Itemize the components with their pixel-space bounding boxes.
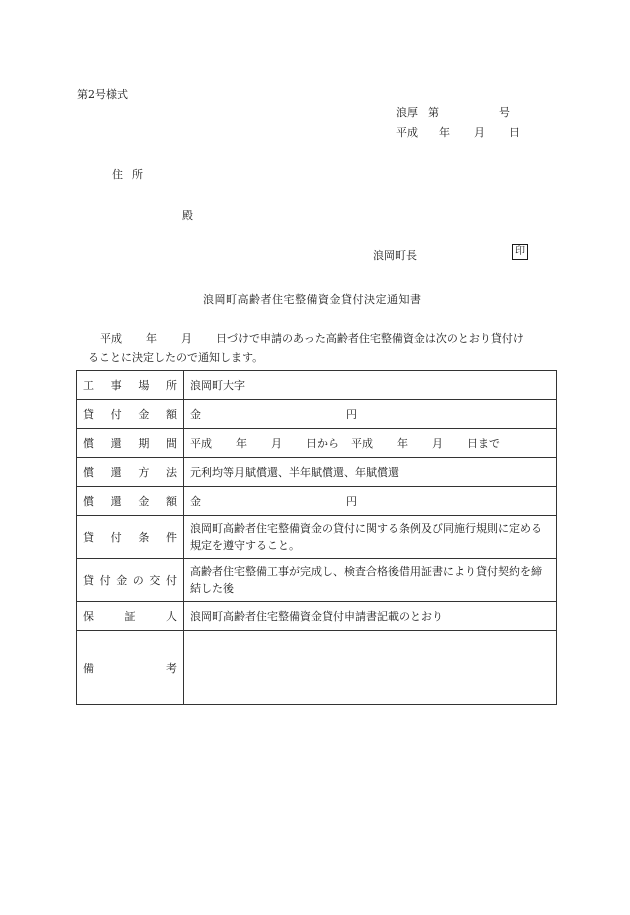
row-label-disbursement bbox=[77, 559, 184, 602]
intro-line-1 bbox=[88, 329, 550, 348]
remarks-label-last: 考 bbox=[166, 661, 177, 675]
label-char: 額 bbox=[165, 495, 177, 508]
loan-details-table bbox=[76, 370, 557, 705]
label-char: 償 bbox=[83, 437, 94, 450]
table-row bbox=[77, 400, 557, 429]
date-year: 年 bbox=[439, 126, 450, 139]
row-label-remarks bbox=[77, 631, 184, 705]
label-char: 貸 bbox=[83, 408, 94, 421]
intro-line-2: ることに決定したので通知します。 bbox=[88, 351, 264, 364]
label-distributed bbox=[83, 377, 177, 393]
amount-suffix: 円 bbox=[346, 494, 357, 508]
table-row bbox=[77, 429, 557, 458]
table-row bbox=[77, 516, 557, 559]
label-char: 付 bbox=[110, 531, 122, 544]
label-distributed bbox=[83, 406, 177, 422]
address-label: 住所 bbox=[112, 168, 152, 181]
document-title: 浪岡町高齢者住宅整備資金貸付決定通知書 bbox=[203, 293, 422, 306]
label-char: 付 bbox=[99, 574, 111, 587]
intro-paragraph bbox=[88, 329, 550, 367]
remarks-value bbox=[184, 631, 557, 705]
label-char: 条 bbox=[138, 531, 150, 544]
label-char: 証 bbox=[124, 610, 136, 623]
label-char: 金 bbox=[116, 574, 128, 587]
label-char: 償 bbox=[83, 466, 94, 479]
table-row bbox=[77, 631, 557, 705]
label-char: 額 bbox=[165, 408, 177, 421]
reference-dai: 第 bbox=[428, 106, 439, 119]
date-day: 日 bbox=[509, 126, 520, 139]
label-distributed bbox=[83, 572, 177, 588]
loan-amount-value bbox=[184, 400, 557, 429]
label-char: 保 bbox=[83, 610, 94, 623]
label-distributed bbox=[83, 529, 177, 545]
row-label-construction-site bbox=[77, 371, 184, 400]
row-label-loan-amount bbox=[77, 400, 184, 429]
issuer-name: 浪岡町長 bbox=[373, 249, 417, 262]
table-row bbox=[77, 559, 557, 602]
label-distributed bbox=[83, 608, 177, 624]
row-label-repayment-amount bbox=[77, 487, 184, 516]
period-year: 年 bbox=[236, 436, 247, 450]
label-char: 金 bbox=[138, 408, 150, 421]
label-char: 期 bbox=[138, 437, 150, 450]
disbursement-value: 高齢者住宅整備工事が完成し、検査合格後借用証書により貸付契約を締結した後 bbox=[184, 559, 557, 602]
construction-site-value: 浪岡町大字 bbox=[184, 371, 557, 400]
period-era: 平成 bbox=[190, 436, 212, 450]
label-char: 事 bbox=[110, 379, 122, 392]
label-char: 還 bbox=[110, 495, 122, 508]
reference-prefix: 浪厚 bbox=[396, 106, 418, 119]
remarks-label-first: 備 bbox=[83, 661, 94, 675]
label-char: 工 bbox=[83, 379, 94, 392]
loan-conditions-value: 浪岡町高齢者住宅整備資金の貸付に関する条例及び同施行規則に定める規定を遵守すること。 bbox=[184, 516, 557, 559]
row-label-repayment-method bbox=[77, 458, 184, 487]
label-char: 償 bbox=[83, 495, 94, 508]
label-char: の bbox=[132, 574, 144, 587]
reference-go: 号 bbox=[499, 106, 510, 119]
label-distributed bbox=[83, 464, 177, 480]
date-month: 月 bbox=[474, 126, 485, 139]
period-month: 月 bbox=[271, 436, 282, 450]
label-char: 所 bbox=[165, 379, 177, 392]
reference-number-line bbox=[396, 104, 510, 120]
period-from: 日から bbox=[306, 436, 339, 450]
guarantor-value: 浪岡町高齢者住宅整備資金貸付申請書記載のとおり bbox=[184, 602, 557, 631]
table-row bbox=[77, 371, 557, 400]
label-char: 付 bbox=[110, 408, 122, 421]
label-distributed bbox=[83, 493, 177, 509]
label-char: 法 bbox=[165, 466, 177, 479]
table-row bbox=[77, 602, 557, 631]
intro-era: 平成 bbox=[100, 332, 122, 345]
label-distributed bbox=[83, 435, 177, 451]
intro-year: 年 bbox=[146, 332, 157, 345]
intro-month: 月 bbox=[181, 332, 192, 345]
label-char: 件 bbox=[165, 531, 177, 544]
period-year-2: 年 bbox=[397, 436, 408, 450]
repayment-period-value bbox=[184, 429, 557, 458]
intro-line-1-text: 日づけで申請のあった高齢者住宅整備資金は次のとおり貸付け bbox=[216, 332, 524, 345]
issue-date-line bbox=[396, 124, 520, 140]
amount-prefix: 金 bbox=[190, 407, 201, 421]
table-row bbox=[77, 487, 557, 516]
table-row bbox=[77, 458, 557, 487]
period-month-2: 月 bbox=[432, 436, 443, 450]
form-number: 第2号様式 bbox=[77, 88, 128, 101]
label-char: 人 bbox=[166, 610, 177, 623]
row-label-loan-conditions bbox=[77, 516, 184, 559]
label-char: 金 bbox=[138, 495, 150, 508]
repayment-amount-value bbox=[184, 487, 557, 516]
period-era-2: 平成 bbox=[351, 436, 373, 450]
date-era: 平成 bbox=[396, 126, 418, 139]
label-char: 間 bbox=[165, 437, 177, 450]
label-char: 場 bbox=[138, 379, 150, 392]
label-char: 方 bbox=[138, 466, 150, 479]
amount-suffix: 円 bbox=[346, 407, 357, 421]
seal-mark: 印 bbox=[512, 244, 528, 260]
label-char: 貸 bbox=[83, 574, 94, 587]
label-char: 還 bbox=[110, 437, 122, 450]
honorific-dono: 殿 bbox=[182, 209, 193, 222]
label-char: 貸 bbox=[83, 531, 94, 544]
amount-prefix: 金 bbox=[190, 494, 201, 508]
repayment-method-value: 元利均等月賦償還、半年賦償還、年賦償還 bbox=[184, 458, 557, 487]
label-char: 交 bbox=[149, 574, 161, 587]
row-label-repayment-period bbox=[77, 429, 184, 458]
period-until: 日まで bbox=[467, 436, 500, 450]
label-char: 還 bbox=[110, 466, 122, 479]
label-char: 付 bbox=[165, 574, 177, 587]
row-label-guarantor bbox=[77, 602, 184, 631]
